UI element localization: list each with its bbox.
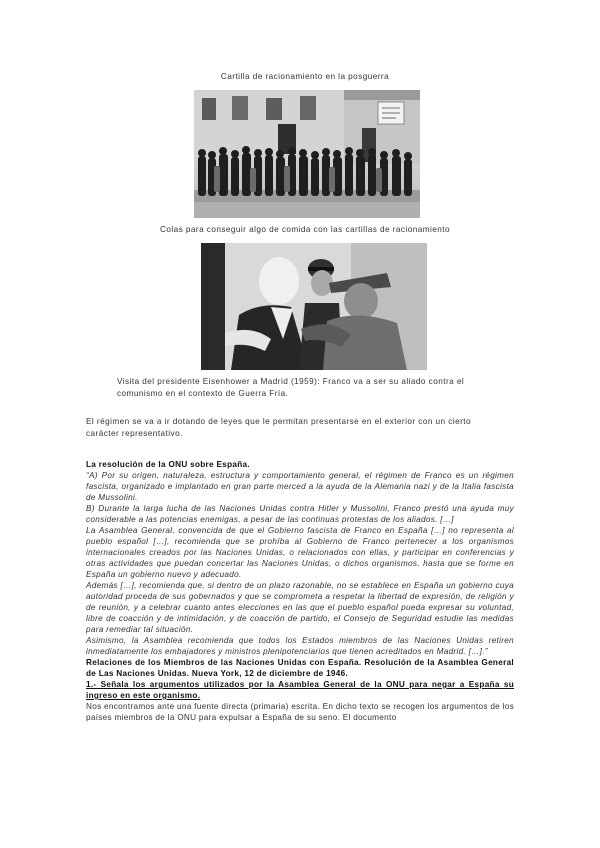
intro-line-1: El régimen se va a ir dotando de leyes que le permitan presentarse en el exterior con un cierto — [86, 417, 471, 426]
answer-text: Nos encontramos ante una fuente directa (primaria) escrita. En dicho texto se recogen los argumentos de los países miembros de la ONU para expulsar a España de su seno. El documento — [86, 702, 514, 722]
question-1: 1.- Señala los argumentos utilizados por la Asamblea General de la ONU para negar a España su ingreso en este organismo. — [86, 680, 514, 700]
visit-caption-line-2: comunismo en el contexto de Guerra Fría. — [117, 389, 289, 398]
resolution-paragraph: “A) Por su origen, naturaleza, estructura y comportamiento general, el régimen de Franco es un régimen fascista, organizado e implantado en gran parte merced a la ayuda de la Alemania nazi y de la Italia fascista de Mussolini. — [86, 471, 514, 502]
ration-figure-title: Cartilla de racionamiento en la posguerra — [220, 72, 390, 81]
ration-queue-photo — [194, 90, 420, 218]
eisenhower-franco-image — [201, 243, 427, 370]
section-heading: La resolución de la ONU sobre España. — [86, 460, 250, 469]
source-citation: Relaciones de los Miembros de las Naciones Unidas con España. Resolución de la Asamblea General de Las Naciones Unidas. Nueva York, 12 de diciembre de 1946. — [86, 658, 514, 678]
resolution-paragraph: Además […], recomienda que, si dentro de un plazo razonable, no se establece en España un gobierno cuya autoridad proceda de sus gobernados y que se comprometa a respetar la libertad de expresión, de religión y de reunión, y a celebrar cuanto antes elecciones en las que el pueblo español pueda expresar su voluntad, libre de coacción y de intimidación, y de coacción de partido, el Consejo de Seguridad estudie las medidas para remediar tal situación. — [86, 581, 514, 634]
resolution-paragraph: Asimismo, la Asamblea recomienda que todos los Estados miembros de las Naciones Unidas retiren inmediatamente los embajadores y ministros plenipotenciarios que tienen acreditados en Madrid. […].” — [86, 636, 514, 656]
resolution-paragraph: La Asamblea General, convencida de que el Gobierno fascista de Franco en España […] no representa al pueblo español […], recomienda que se prohíba al Gobierno de Franco pertenecer a los organismos internacionales creados por las Naciones Unidas, o relacionados con ellas, y participar en conferencias y otras actividades que puedan concertar las Naciones Unidas, o dichos organismos, hasta que se forme en España un gobierno nuevo y adecuado. — [86, 526, 514, 579]
intro-line-2: carácter representativo. — [86, 429, 183, 438]
visit-caption-line-1: Visita del presidente Eisenhower a Madrid (1959): Franco va a ser su aliado contra el — [117, 377, 465, 386]
ration-queue-image — [194, 90, 420, 218]
resolution-paragraph: B) Durante la larga lucha de las Naciones Unidas contra Hitler y Mussolini, Franco prestó una ayuda muy considerable a las potencias enemigas, a pesar de las continuas protestas de los aliados. […] — [86, 504, 514, 524]
resolution-section — [86, 459, 514, 723]
ration-figure-caption: Colas para conseguir algo de comida con las cartillas de racionamiento — [159, 225, 450, 234]
eisenhower-franco-photo — [201, 243, 427, 370]
